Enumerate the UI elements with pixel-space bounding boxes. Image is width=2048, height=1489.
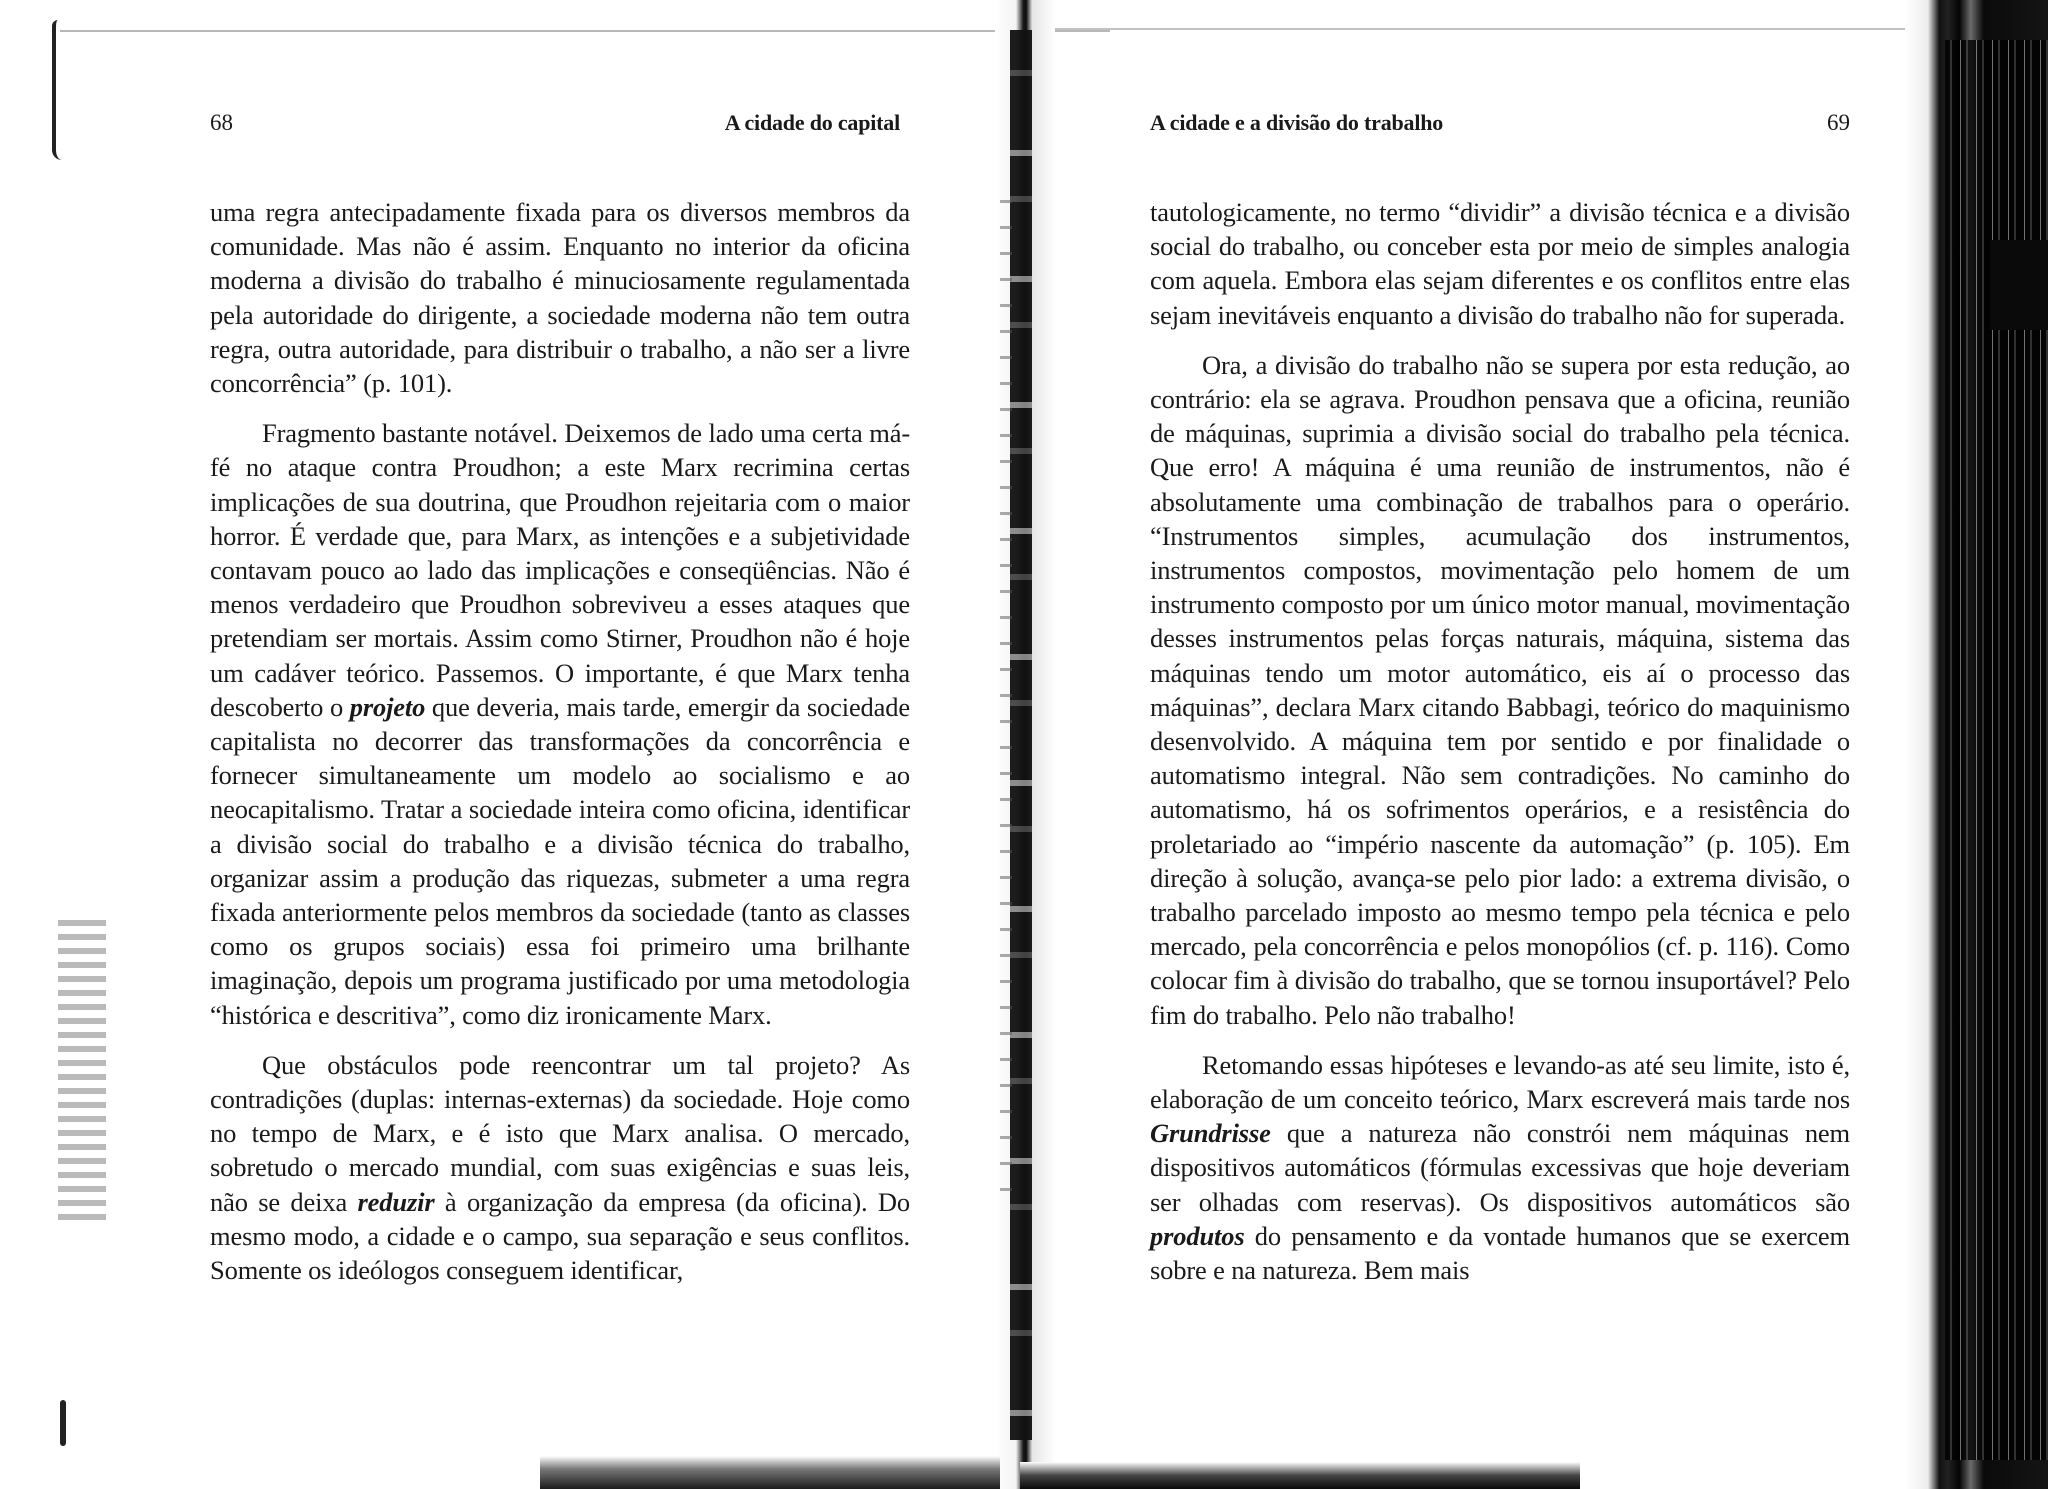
gutter-specks	[1000, 200, 1012, 1200]
text-run: que a natureza não constrói nem máquinas nem dispositivos automáticos (fórmulas excessivas que hoje deveriam ser olhadas com reservas). Os dispositivos automáticos são	[1150, 1118, 1850, 1217]
scan-left-edge-bottom-mark	[60, 1400, 66, 1446]
paragraph	[210, 416, 910, 1032]
paragraph	[210, 195, 910, 400]
left-page-number: 68	[210, 110, 233, 135]
book-spine-fold	[1010, 30, 1032, 1440]
left-running-title: A cidade do capital	[724, 110, 900, 135]
scan-bottom-shadow-left	[540, 1456, 1000, 1489]
left-running-head	[210, 108, 910, 138]
paragraph	[1150, 1048, 1850, 1287]
paragraph	[1150, 348, 1850, 1032]
italic-term: reduzir	[357, 1186, 435, 1217]
scan-top-edge-left	[60, 12, 1110, 32]
page-stack-shadow	[1990, 240, 2048, 330]
text-run: Retomando essas hipóteses e levando-as até seu limite, isto é, elaboração de um conceito teórico, Marx escreverá mais tarde nos	[1150, 1049, 1850, 1115]
scan-bottom-shadow-right	[1020, 1462, 1580, 1489]
italic-term: projeto	[349, 691, 426, 722]
text-run: Fragmento bastante notável. Deixemos de lado uma certa má-fé no ataque contra Proudhon; a este Marx recrimina certas implicações de sua doutrina, que Proudhon rejeitaria com o maior horror. É verdade que, para Marx, as intenções e a subjetividade contavam pouco ao lado das implicações e conseqüências. Não é menos verdadeiro que Proudhon sobreviveu a esses ataques que pretendiam ser mortais. Assim como Stirner, Proudhon não é hoje um cadáver teórico. Passemos. O importante, é que Marx tenha descoberto o	[210, 418, 910, 722]
scan-left-edge-dashes	[58, 920, 106, 1220]
right-body-text	[1150, 195, 1850, 1287]
scan-top-edge-right	[1040, 12, 2000, 30]
scan-left-edge-mark	[52, 20, 70, 160]
italic-term: Grundrisse	[1150, 1118, 1271, 1149]
text-run: Ora, a divisão do trabalho não se supera por esta redução, ao contrário: ela se agrava. Proudhon pensava que a oficina, reunião de máquinas, suprimia a divisão social do trabalho pela técnica. Que erro! A máquina é uma reunião de instrumentos, não é absolutamente uma combinação de trabalhos para o operário. “Instrumentos simples, acumulação dos instrumentos, instrumentos compostos, movimentação pelo homem de um instrumento composto por um único motor manual, movimentação desses instrumentos pelas forças naturais, máquina, sistema das máquinas tendo um motor automático, eis aí o processo das máquinas”, declara Marx citando Babbagi, teórico do maquinismo desenvolvido. A máquina tem por sentido e por finalidade o automatismo integral. Não sem contradições. No caminho do automatismo, há os sofrimentos operários, e a resistência do proletariado ao “império nascente da automação” (p. 105). Em direção à solução, avança-se pelo pior lado: a extrema divisão, o trabalho parcelado imposto ao mesmo tempo pela técnica e pelo mercado, pela concorrência e pelos monopólios (cf. p. 116). Como colocar fim à divisão do trabalho, que se tornou insuportável? Pelo fim do trabalho. Pelo não trabalho!	[1150, 349, 1850, 1030]
left-body-text	[210, 195, 910, 1287]
italic-term: produtos	[1150, 1220, 1245, 1251]
text-run: tautologicamente, no termo “dividir” a divisão técnica e a divisão social do trabalho, ou conceber esta por meio de simples analogia com aquela. Embora elas sejam diferentes e os conflitos entre elas sejam inevitáveis enquanto a divisão do trabalho não for superada.	[1150, 197, 1850, 330]
text-run: Que obstáculos pode reencontrar um tal projeto? As contradições (duplas: internas-externas) da sociedade. Hoje como no tempo de Marx, e é isto que Marx analisa. O mercado, sobretudo o mercado mundial, com suas exigências e suas leis, não se deixa	[210, 1049, 910, 1217]
right-running-head	[1150, 108, 1850, 138]
text-run: à organização da empresa (da oficina). Do mesmo modo, a cidade e o campo, sua separação e seus conflitos. Somente os ideólogos conseguem identificar,	[210, 1186, 910, 1286]
right-page-number: 69	[1827, 110, 1850, 135]
text-run: do pensamento e da vontade humanos que se exercem sobre e na natureza. Bem mais	[1150, 1220, 1850, 1286]
paragraph	[210, 1048, 910, 1287]
paragraph	[1150, 195, 1850, 332]
right-running-title: A cidade e a divisão do trabalho	[1150, 110, 1444, 135]
text-run: que deveria, mais tarde, emergir da sociedade capitalista no decorrer das transformações da concorrência e fornecer simultaneamente um modelo ao socialismo e ao neocapitalismo. Tratar a sociedade inteira como oficina, identificar a divisão social do trabalho e a divisão técnica do trabalho, organizar assim a produção das riquezas, submeter a uma regra fixada anteriormente pelos membros da sociedade (tanto as classes como os grupos sociais) essa foi primeiro uma brilhante imaginação, depois um programa justificado por uma metodologia “histórica e descritiva”, como diz ironicamente Marx.	[210, 691, 910, 1030]
text-run: uma regra antecipadamente fixada para os diversos membros da comunidade. Mas não é assim. Enquanto no interior da oficina moderna a divisão do trabalho é minuciosamente regulamentada pela autoridade do dirigente, a sociedade moderna não tem outra regra, outra autoridade, para distribuir o trabalho, a não ser a livre concorrência” (p. 101).	[210, 197, 910, 399]
